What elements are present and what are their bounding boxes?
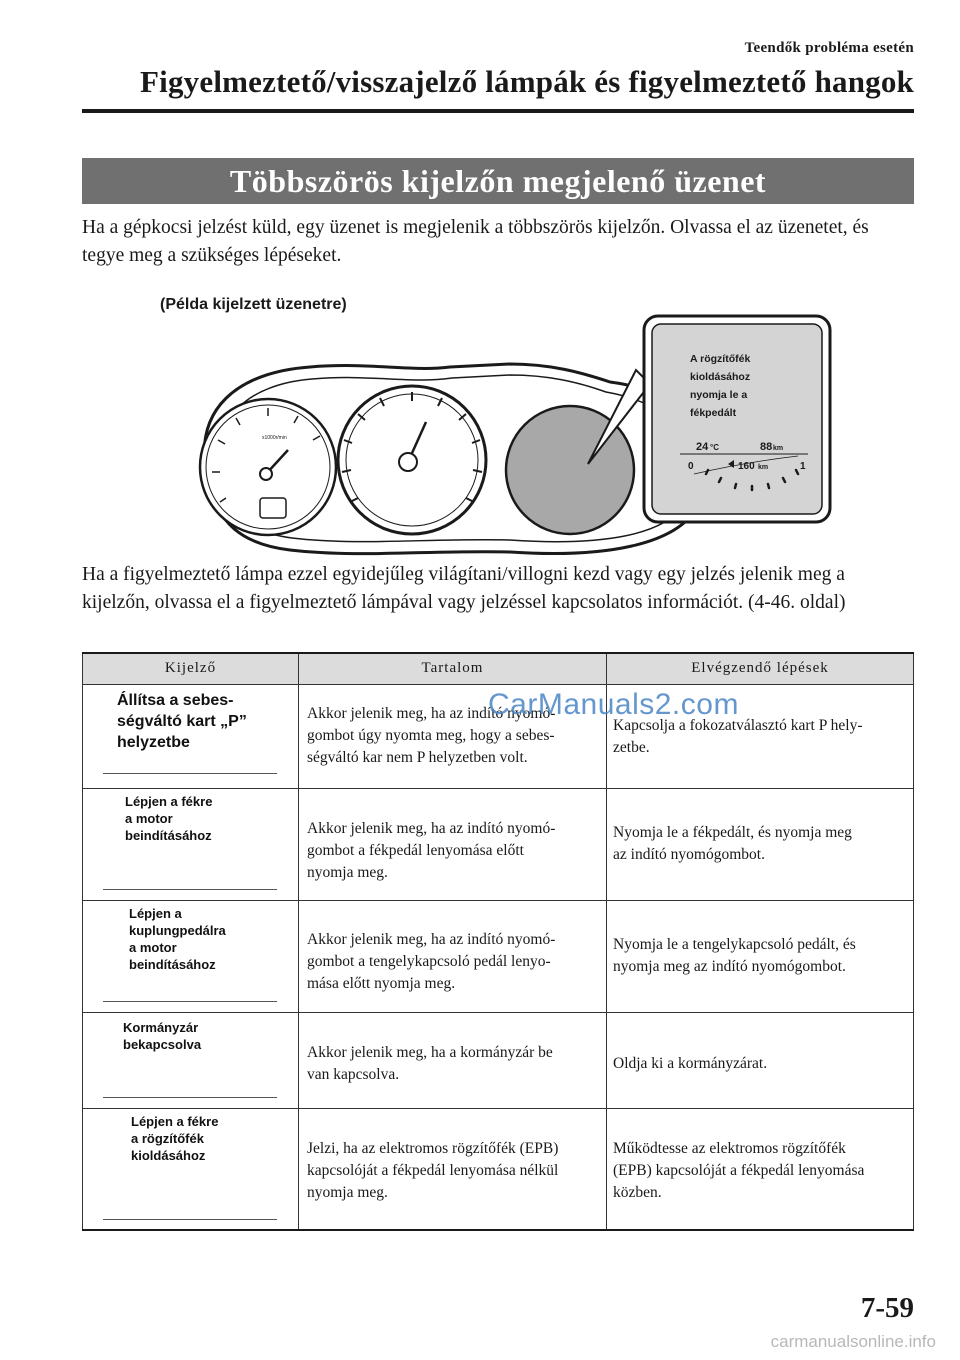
content-cell: Akkor jelenik meg, ha a kormányzár be van kapcsolva. [299, 1012, 607, 1108]
range-value: 88 [760, 441, 773, 453]
table-row [83, 788, 914, 900]
display-underline [103, 1001, 277, 1002]
intro-paragraph: Ha a gépkocsi jelzést küld, egy üzenet is megjelenik a többszörös kijelzőn. Olvassa el az üzenetet, és tegye meg a szükséges lépéseket. [82, 217, 869, 266]
display-message: Állítsa a sebes- ségváltó kart „P” helyzetbe [117, 691, 247, 751]
callout-line-4: fékpedált [690, 407, 737, 419]
display-message: Kormányzár bekapcsolva [123, 1019, 202, 1052]
display-message: Lépjen a fékre a motor beindításához [125, 793, 213, 843]
range-unit: km [773, 445, 784, 452]
action-cell: Oldja ki a kormányzárat. [607, 1012, 914, 1108]
running-header-subtitle: Teendők probléma esetén [744, 40, 914, 56]
scale-min: 0 [688, 461, 694, 472]
odo-value: 160 [738, 461, 755, 472]
content-cell: Akkor jelenik meg, ha az indító nyomó- gombot úgy nyomta meg, hogy a sebes- ségváltó kar nem P helyzetben volt. [299, 684, 607, 788]
odo-unit: km [758, 464, 769, 471]
watermark-carmanuals2: CarManuals2.com [488, 688, 739, 721]
display-underline [103, 1219, 277, 1220]
display-cell [83, 1108, 299, 1230]
action-cell: Nyomja le a fékpedált, és nyomja meg az indító nyomógombot. [607, 788, 914, 900]
scale-max: 1 [800, 461, 806, 472]
header-rule [82, 109, 914, 113]
temp-value: 24 [696, 441, 709, 453]
callout-line-3: nyomja le a [690, 389, 748, 401]
tach-unit-label: x1000r/min [262, 435, 287, 441]
display-underline [103, 889, 277, 890]
display-cell [83, 788, 299, 900]
display-underline [103, 1097, 277, 1098]
col-header-display: Kijelző [83, 653, 299, 684]
action-cell: Nyomja le a tengelykapcsoló pedált, és nyomja meg az indító nyomógombot. [607, 900, 914, 1012]
content-cell: Akkor jelenik meg, ha az indító nyomó- gombot a tengelykapcsoló pedál lenyo- mása előtt nyomja meg. [299, 900, 607, 1012]
table-row [83, 900, 914, 1012]
table-row [83, 1108, 914, 1230]
message-table [82, 652, 914, 1231]
col-header-action: Elvégzendő lépések [607, 653, 914, 684]
action-cell: Kapcsolja a fokozatválasztó kart P hely- zetbe. [607, 684, 914, 788]
content-cell: Akkor jelenik meg, ha az indító nyomó- gombot a fékpedál lenyomása előtt nyomja meg. [299, 788, 607, 900]
table-row [83, 1012, 914, 1108]
section-title-banner: Többszörös kijelzőn megjelenő üzenet [82, 158, 914, 204]
running-header-title: Figyelmeztető/visszajelző lámpák és figyelmeztető hangok [140, 64, 914, 99]
page-number: 7-59 [860, 1292, 914, 1324]
display-message: Lépjen a kuplungpedálra a motor beindításához [129, 905, 226, 972]
display-underline [103, 773, 277, 774]
display-cell [83, 1012, 299, 1108]
instrument-cluster-illustration [180, 312, 860, 562]
display-cell [83, 684, 299, 788]
table-header-row [83, 653, 914, 684]
display-message: Lépjen a fékre a rögzítőfék kioldásához [131, 1113, 219, 1163]
figure-caption: (Példa kijelzett üzenetre) [160, 296, 347, 313]
col-header-content: Tartalom [299, 653, 607, 684]
note-paragraph: Ha a figyelmeztető lámpa ezzel egyidejűleg világítani/villogni kezd vagy egy jelzés jelenik meg a kijelzőn, olvassa el a figyelmeztető lámpával vagy jelzéssel kapcsolatos információt. (4-46. oldal) [82, 564, 846, 613]
footer-watermark: carmanualsonline.info [770, 1332, 936, 1351]
callout-line-2: kioldásához [690, 371, 751, 383]
tach-small-display [260, 498, 286, 518]
temp-unit: °C [710, 443, 719, 452]
callout-line-1: A rögzítőfék [690, 353, 751, 365]
action-cell: Működtesse az elektromos rögzítőfék (EPB) kapcsolóját a fékpedál lenyomása közben. [607, 1108, 914, 1230]
display-cell [83, 900, 299, 1012]
content-cell: Jelzi, ha az elektromos rögzítőfék (EPB) kapcsolóját a fékpedál lenyomása nélkül nyomja meg. [299, 1108, 607, 1230]
